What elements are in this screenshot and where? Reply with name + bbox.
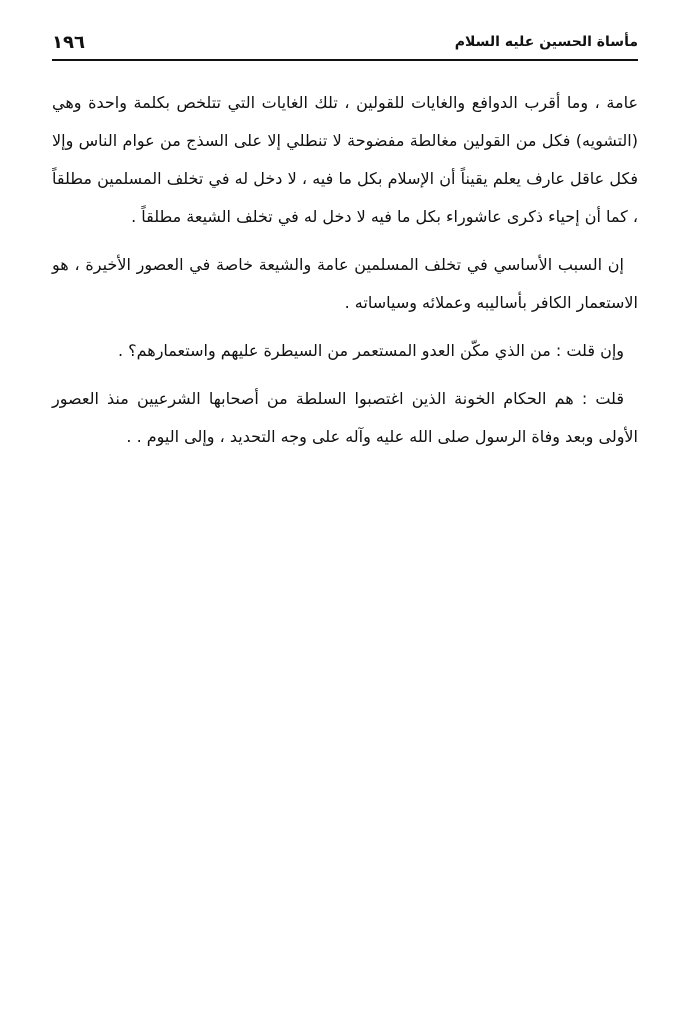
page-number: ١٩٦ <box>52 31 85 53</box>
page-header <box>52 28 638 56</box>
paragraph: عامة ، وما أقرب الدوافع والغايات للقولين ، تلك الغايات التي تتلخص بكلمة واحدة وهي (التشويه) فكل من القولين مغالطة مفضوحة لا تنطلي إلا على السذج من عوام الناس وإلا فكل عاقل عارف يعلم يقيناً أن الإسلام بكل ما فيه ، لا دخل له في تخلف المسلمين مطلقاً ، كما أن إحياء ذكرى عاشوراء بكل ما فيه لا دخل له في تخلف الشيعة مطلقاً . <box>52 93 638 226</box>
body-text <box>52 84 638 466</box>
paragraph: وإن قلت : من الذي مكّن العدو المستعمر من السيطرة عليهم واستعمارهم؟ . <box>117 341 624 360</box>
paragraph: قلت : هم الحكام الخونة الذين اغتصبوا السلطة من أصحابها الشرعيين منذ العصور الأولى وبعد وفاة الرسول صلى الله عليه وآله على وجه التحديد ، وإلى اليوم . . <box>52 389 638 446</box>
paragraph: إن السبب الأساسي في تخلف المسلمين عامة والشيعة خاصة في العصور الأخيرة ، هو الاستعمار الكافر بأساليبه وعملائه وسياساته . <box>52 255 638 312</box>
running-title: مأساة الحسين عليه السلام <box>454 34 638 50</box>
header-divider <box>52 59 638 61</box>
